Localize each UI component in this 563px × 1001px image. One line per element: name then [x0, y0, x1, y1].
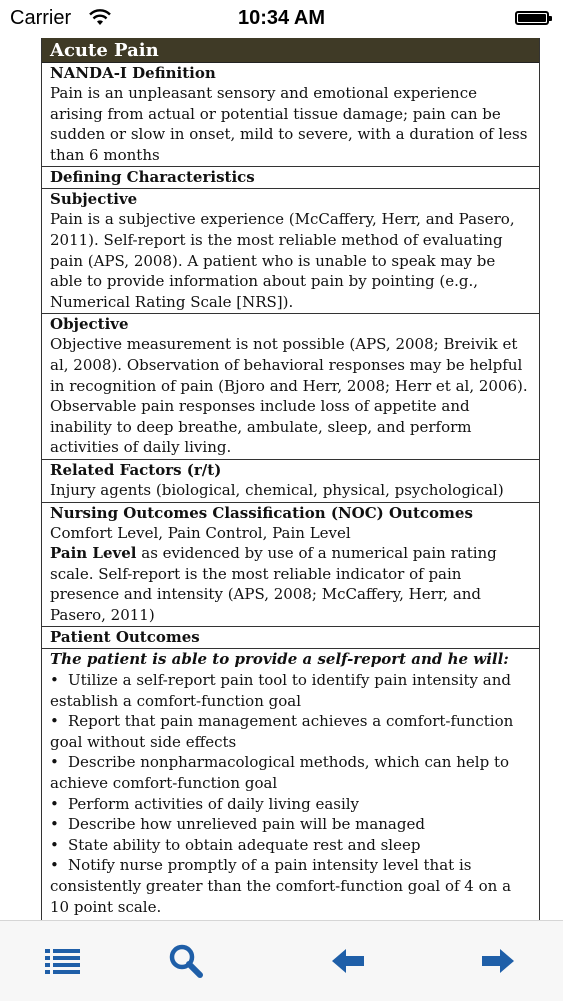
section-heading: Defining Characteristics — [50, 168, 255, 187]
section-text: Objective measurement is not possible (APS, 2008; Breivik et al, 2008). Observation of behavioral responses may be helpful in recognition of pain (Bjoro and Herr, 2008; Herr et al, 2006). Observable pain responses include loss of appetite and inability to deep breathe, ambulate, sleep, and perform activities of daily living. — [50, 335, 528, 457]
next-button[interactable] — [478, 941, 518, 981]
section-noc — [42, 503, 539, 628]
list-item-text: State ability to obtain adequate rest and sleep — [68, 835, 421, 854]
section-heading: Patient Outcomes — [50, 628, 200, 647]
bullet-dot: • — [50, 671, 59, 690]
list-item-text: Report that pain management achieves a comfort-function goal without side effects — [50, 712, 514, 751]
section-text: Pain is an unpleasant sensory and emotional experience arising from actual or potential tissue damage; pain can be sudden or slow in onset, mild to severe, with a duration of less than 6 months — [50, 84, 528, 164]
bullet-dot: • — [50, 753, 59, 772]
section-heading: Nursing Outcomes Classification (NOC) Outcomes — [50, 503, 473, 522]
list-item — [50, 752, 531, 793]
search-button[interactable] — [166, 941, 206, 981]
bullet-dot: • — [50, 712, 59, 731]
carrier-label: Carrier — [10, 7, 72, 29]
status-bar — [0, 0, 563, 38]
section-heading: Objective — [50, 315, 129, 334]
arrow-right-icon — [478, 941, 518, 981]
list-item — [50, 814, 531, 835]
outcomes-lead: The patient is able to provide a self-report and he will: — [50, 650, 509, 669]
section-heading: Related Factors (r/t) — [50, 460, 222, 479]
list-item — [50, 711, 531, 752]
section-subjective — [42, 189, 539, 314]
section-text: Injury agents (biological, chemical, physical, psychological) — [50, 480, 504, 499]
bullet-dot: • — [50, 815, 59, 834]
bottom-toolbar — [0, 920, 563, 1001]
list-item — [50, 794, 531, 815]
noc-text: as evidenced by use of a numerical pain rating scale. Self-report is the most reliable indicator of pain presence and intensity (APS, 2008; McCaffery, Herr, and Pasero, 2011) — [50, 544, 497, 624]
list-item-text: Describe how unrelieved pain will be managed — [68, 815, 425, 834]
patient-outcomes-body — [42, 648, 539, 959]
list-item-text: Describe nonpharmacological methods, which can help to achieve comfort-function goal — [50, 753, 509, 793]
noc-pain-level — [50, 543, 531, 625]
section-heading: NANDA-I Definition — [50, 64, 216, 82]
clock: 10:34 AM — [237, 7, 326, 29]
bullet-dot: • — [50, 794, 59, 813]
list-item-text: Perform activities of daily living easily — [68, 794, 360, 813]
bullet-dot: • — [50, 856, 59, 875]
arrow-left-icon — [328, 941, 368, 981]
section-text: Pain is a subjective experience (McCaffery, Herr, and Pasero, 2011). Self-report is the most reliable method of evaluating pain (APS, 2008). A patient who is unable to speak may be able to provide information about pain by pointing (e.g., Numerical Rating Scale [NRS]). — [50, 210, 515, 311]
section-related-factors — [42, 460, 539, 503]
section-heading: Subjective — [50, 190, 138, 209]
section-objective — [42, 314, 539, 460]
section-defining — [42, 167, 539, 189]
list-item — [50, 835, 531, 856]
list-item-text: Notify nurse promptly of a pain intensity level that is consistently greater than the comfort-function goal of 4 on a 10 point scale. — [50, 856, 512, 916]
list-item — [50, 855, 531, 917]
page-title: Acute Pain — [42, 38, 539, 63]
care-plan-card[interactable] — [41, 38, 540, 920]
list-item — [50, 670, 531, 711]
previous-button[interactable] — [328, 941, 368, 981]
noc-bold-term: Pain Level — [50, 544, 137, 563]
noc-list: Comfort Level, Pain Control, Pain Level — [50, 523, 351, 542]
list-item-text: Utilize a self-report pain tool to identify pain intensity and establish a comfort-function goal — [50, 671, 511, 710]
section-nanda — [42, 63, 539, 167]
section-patient-outcomes — [42, 627, 539, 648]
bullet-dot: • — [50, 835, 59, 854]
search-icon — [166, 941, 206, 981]
contents-button[interactable] — [43, 941, 83, 981]
battery-icon — [515, 11, 549, 25]
list-icon — [43, 941, 83, 981]
